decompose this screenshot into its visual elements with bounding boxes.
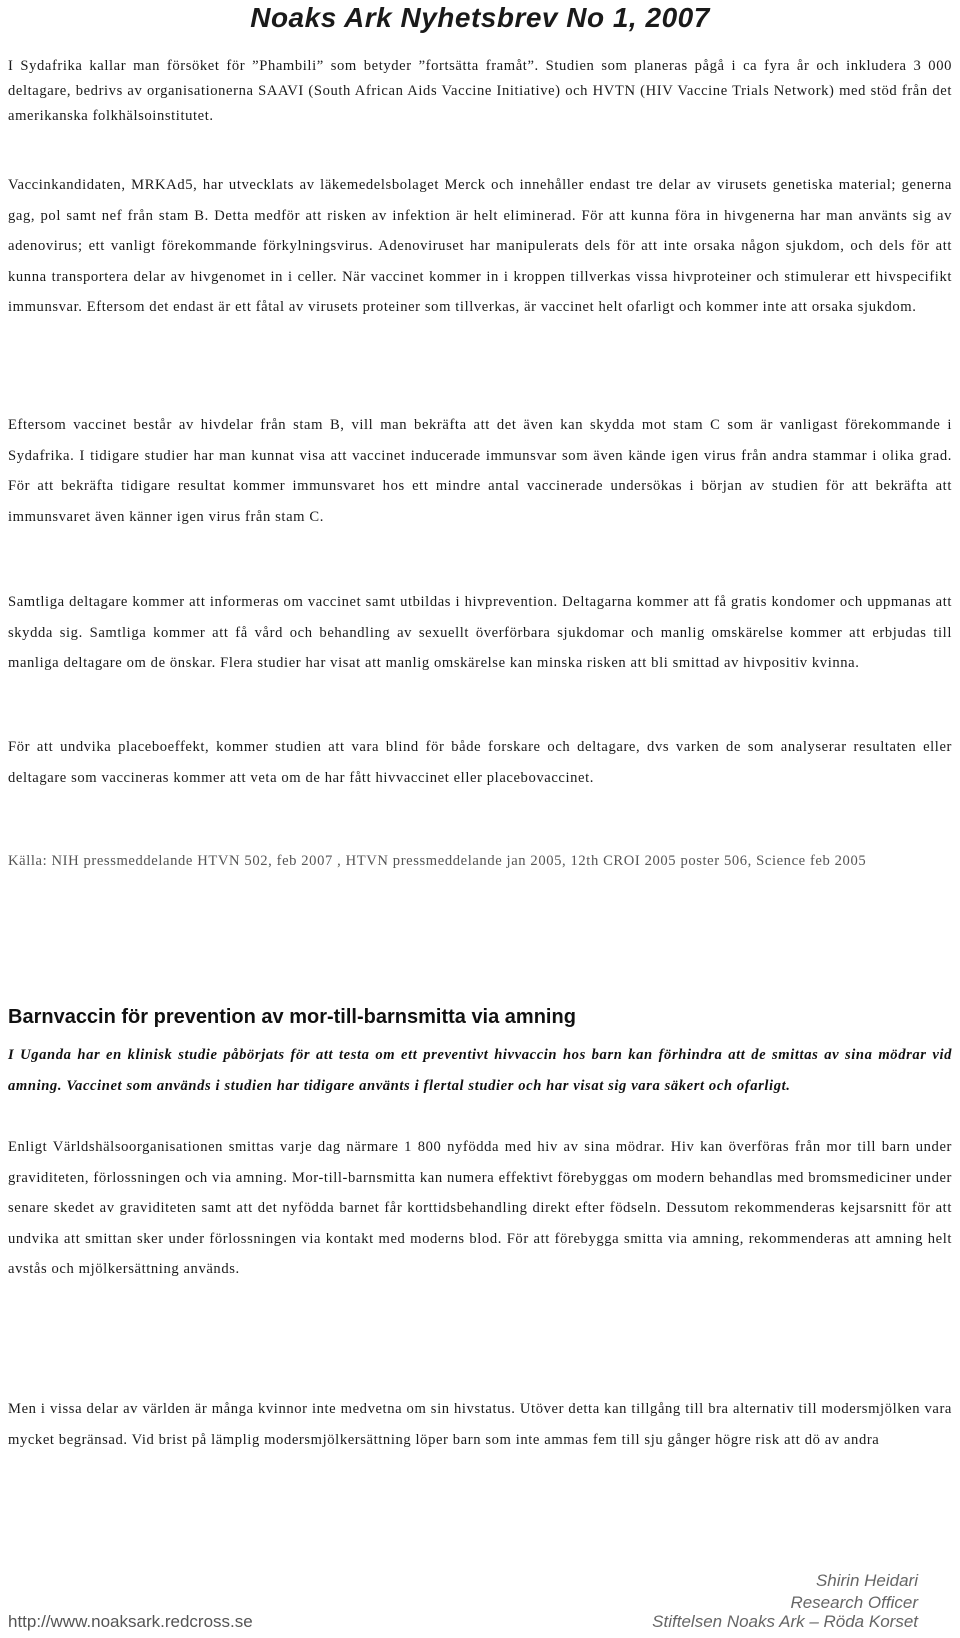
- article1-source: Källa: NIH pressmeddelande HTVN 502, feb 2007 , HTVN pressmeddelande jan 2005, 12th CROI 2005 poster 506, Science feb 2005: [8, 853, 867, 869]
- author-signature: [618, 1570, 918, 1614]
- footer-organization: Stiftelsen Noaks Ark – Röda Korset: [652, 1612, 918, 1631]
- article1-paragraph-1: I Sydafrika kallar man försöket för ”Phambili” som betyder ”fortsätta framåt”. Studien som planeras pågå i ca fyra år och inkludera 3 000 deltagare, bedrivs av organisationerna SAAVI (South African Aids Vaccine Initiative) och HVTN (HIV Vaccine Trials Network) med stöd från det amerikanska folkhälsoinstitutet.: [8, 58, 952, 124]
- article2-paragraph-2: Men i vissa delar av världen är många kvinnor inte medvetna om sin hivstatus. Utöver detta kan tillgång till bra alternativ till modersmjölken vara mycket begränsad. Vid brist på lämplig modersmjölkersättning löper barn som inte ammas fem till sju gånger högre risk att dö av andra: [8, 1401, 952, 1448]
- article1-paragraph-5: För att undvika placeboeffekt, kommer studien att vara blind för både forskare och deltagare, dvs varken de som analyserar resultaten eller deltagare som vaccineras kommer att veta om de har fått hivvaccinet eller placebovaccinet.: [8, 739, 952, 786]
- article1-paragraph-4: Samtliga deltagare kommer att informeras om vaccinet samt utbildas i hivprevention. Deltagarna kommer att få gratis kondomer och uppmanas att skydda sig. Samtliga kommer att få vård och behandling av sexuellt överförbara sjukdomar och manlig omskärelse kommer att erbjudas till manliga deltagare om de önskar. Flera studier har visat att manlig omskärelse kan minska risken att bli smittad av hivpositiv kvinna.: [8, 594, 952, 671]
- newsletter-title: Noaks Ark Nyhetsbrev No 1, 2007: [250, 2, 710, 33]
- author-role: Research Officer: [790, 1593, 918, 1612]
- article2-heading: Barnvaccin för prevention av mor-till-barnsmitta via amning: [8, 1006, 576, 1028]
- footer-url-link[interactable]: http://www.noaksark.redcross.se: [8, 1612, 253, 1631]
- author-name: Shirin Heidari: [815, 1571, 918, 1590]
- article1-paragraph-3: Eftersom vaccinet består av hivdelar från stam B, vill man bekräfta att det även kan skydda mot stam C som är vanligast förekommande i Sydafrika. I tidigare studier har man kunnat visa att vaccinet inducerade immunsvar som även kände igen virus från andra stammar i olika grad. För att bekräfta tidigare resultat kommer immunsvaret hos ett mindre antal vaccinerade undersökas i början av studien för att bekräfta att immunsvaret även känner igen virus från stam C.: [8, 417, 952, 525]
- article2-intro: I Uganda har en klinisk studie påbörjats för att testa om ett preventivt hivvaccin hos barn kan förhindra att de smittas av sina mödrar vid amning. Vaccinet som används i studien har tidigare använts i flertal studier och har visat sig vara säkert och ofarligt.: [8, 1047, 952, 1094]
- article1-paragraph-2: Vaccinkandidaten, MRKAd5, har utvecklats av läkemedelsbolaget Merck och innehåller endast tre delar av virusets genetiska material; generna gag, pol samt nef från stam B. Detta medför att risken av infektion är helt eliminerad. För att kunna föra in hivgenerna har man använts sig av adenovirus; ett vanligt förekommande förkylningsvirus. Adenoviruset har manipulerats dels för att inte orsaka någon sjukdom, och dels för att kunna transportera delar av hivgenomet in i celler. När vaccinet kommer in i kroppen tillverkas vissa hivproteiner och stimulerar ett hivspecifikt immunsvar. Eftersom det endast är ett fåtal av virusets proteiner som tillverkas, är vaccinet helt ofarligt och kommer inte att orsaka sjukdom.: [8, 177, 952, 315]
- article2-paragraph-1: Enligt Världshälsoorganisationen smittas varje dag närmare 1 800 nyfödda med hiv av sina mödrar. Hiv kan överföras från mor till barn under graviditeten, förlossningen och via amning. Mor-till-barnsmitta kan numera effektivt förebyggas om modern behandlas med bromsmediciner under senare skedet av graviditeten samt att det nyfödda barnet får korttidsbehandling direkt efter födseln. Dessutom rekommenderas kejsarsnitt för att undvika att smittan sker under förlossningen via kontakt med moderns blod. För att förebygga smitta via amning, rekommenderas att amning helt avstås och mjölkersättning används.: [8, 1139, 952, 1277]
